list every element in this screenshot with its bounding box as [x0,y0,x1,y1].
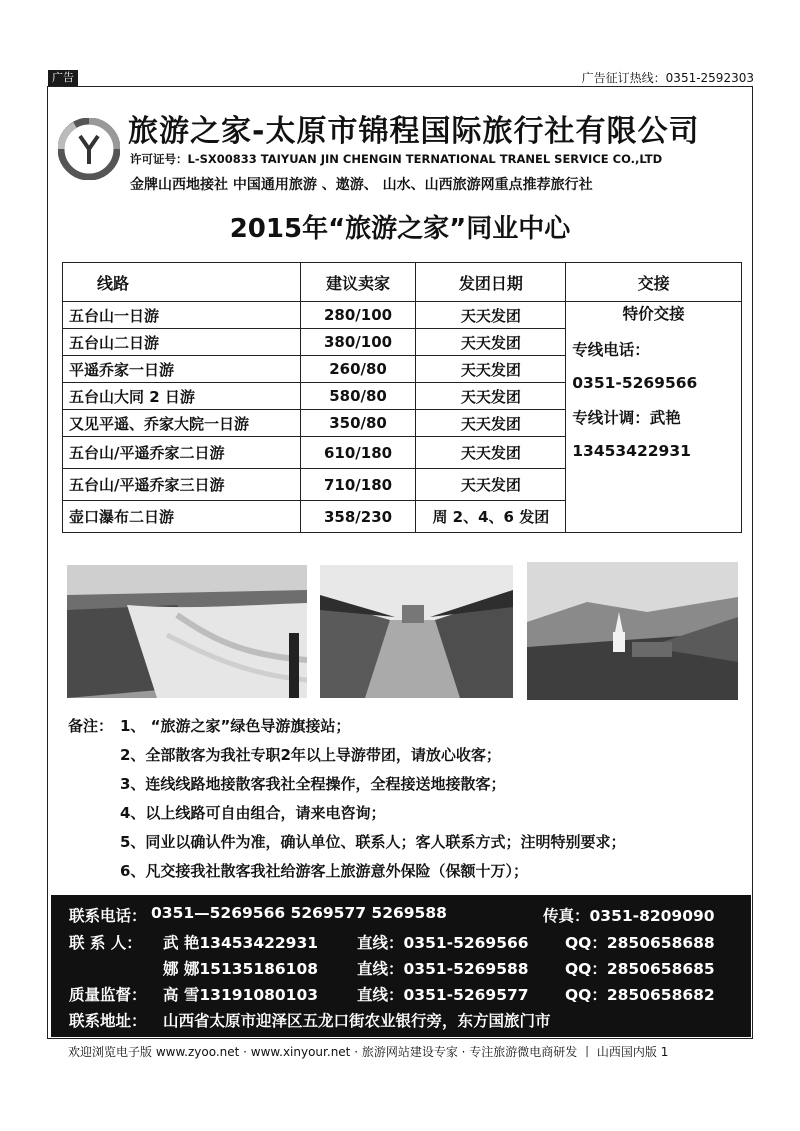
license-number: 许可证号：L-SX00833 TAIYUAN JIN CHENGIN TERNATIONAL TRANEL SERVICE CO.,LTD [130,152,663,166]
contact-footer [51,895,751,1037]
contact-name: 娜 娜15135186108 [163,960,319,978]
route-date: 天天发团 [416,302,566,329]
route-date: 周 2、4、6 发团 [416,501,566,533]
route-name: 又见平遥、乔家大院一日游 [63,410,301,437]
quality-direct: 直线：0351-5269577 [357,986,529,1004]
swirl-logo-icon [58,118,120,180]
phone-numbers: 0351—5269566 5269577 5269588 [151,904,447,922]
contact-direct: 直线：0351-5269566 [357,934,529,952]
note-item: 1、 “旅游之家”绿色导游旗接站； [120,717,351,735]
note-item: 3、连线线路地接散客我社全程操作，全程接送地接散客； [120,775,506,793]
notes-label: 备注： [68,717,114,735]
quality-name: 高 雪13191080103 [163,986,319,1004]
company-name: 旅游之家-太原市锦程国际旅行社有限公司 [128,114,700,149]
company-logo [58,118,120,180]
route-name: 五台山/平遥乔家二日游 [63,437,301,469]
contact-qq: QQ：2850658685 [565,960,715,978]
route-table [62,262,742,533]
address: 山西省太原市迎泽区五龙口街农业银行旁，东方国旅门市 [163,1012,551,1030]
planner-name: 专线计调：武艳 [572,409,681,427]
route-price: 380/100 [300,329,416,356]
header-price: 建议卖家 [300,263,416,302]
route-name: 五台山大同 2 日游 [63,383,301,410]
route-date: 天天发团 [416,383,566,410]
route-price: 358/230 [300,501,416,533]
route-price: 710/180 [300,469,416,501]
notes-section [68,716,625,890]
header-date: 发团日期 [416,263,566,302]
fax-number: 传真：0351-8209090 [543,907,715,925]
quality-qq: QQ：2850658682 [565,986,715,1004]
address-label: 联系地址： [69,1012,147,1030]
route-name: 壶口瀑布二日游 [63,501,301,533]
header-route: 线路 [63,263,301,302]
route-price: 610/180 [300,437,416,469]
route-name: 平遥乔家一日游 [63,356,301,383]
route-price: 280/100 [300,302,416,329]
route-price: 350/80 [300,410,416,437]
header-handover: 交接 [566,263,742,302]
note-item: 6、凡交接我社散客我社给游客上旅游意外保险（保额十万）； [120,862,528,880]
ad-hotline: 广告征订热线：0351-2592303 [581,71,754,85]
route-date: 天天发团 [416,329,566,356]
phone-label: 联系电话： [69,907,147,925]
page-footer-line: 欢迎浏览电子版 www.zyoo.net · www.xinyour.net · 旅游网站建设专家 · 专注旅游微电商研发 丨 山西国内版 1 [68,1045,669,1059]
ad-tag: 广告 [48,70,78,86]
table-row [63,302,742,329]
table-header-row [63,263,742,302]
route-date: 天天发团 [416,356,566,383]
route-date: 天天发团 [416,410,566,437]
route-name: 五台山一日游 [63,302,301,329]
contact-direct: 直线：0351-5269588 [357,960,529,978]
note-item: 2、全部散客为我社专职2年以上导游带团，请放心收客； [120,746,501,764]
route-name: 五台山/平遥乔家三日游 [63,469,301,501]
route-date: 天天发团 [416,437,566,469]
company-slogan: 金牌山西地接社 中国通用旅游 、遨游、 山水、山西旅游网重点推荐旅行社 [130,177,593,193]
contact-name: 武 艳13453422931 [163,934,319,952]
wutai-mountain-photo [527,562,738,700]
ancient-street-photo [320,565,513,698]
route-name: 五台山二日游 [63,329,301,356]
contact-qq: QQ：2850658688 [565,934,715,952]
note-item: 4、以上线路可自由组合，请来电咨询； [120,804,386,822]
quality-label: 质量监督： [69,986,147,1004]
special-handover: 特价交接 [622,305,685,323]
handover-contact [566,302,742,533]
hotline-label: 专线电话： [572,341,650,359]
planner-mobile: 13453422931 [572,442,691,460]
contact-label: 联 系 人： [69,934,142,952]
note-item: 5、同业以确认件为准，确认单位、联系人；客人联系方式；注明特别要求； [120,833,626,851]
route-date: 天天发团 [416,469,566,501]
route-price: 580/80 [300,383,416,410]
waterfall-photo [67,565,307,698]
main-title: 2015年“旅游之家”同业中心 [229,214,571,244]
hotline-number: 0351-5269566 [572,374,698,392]
route-price: 260/80 [300,356,416,383]
